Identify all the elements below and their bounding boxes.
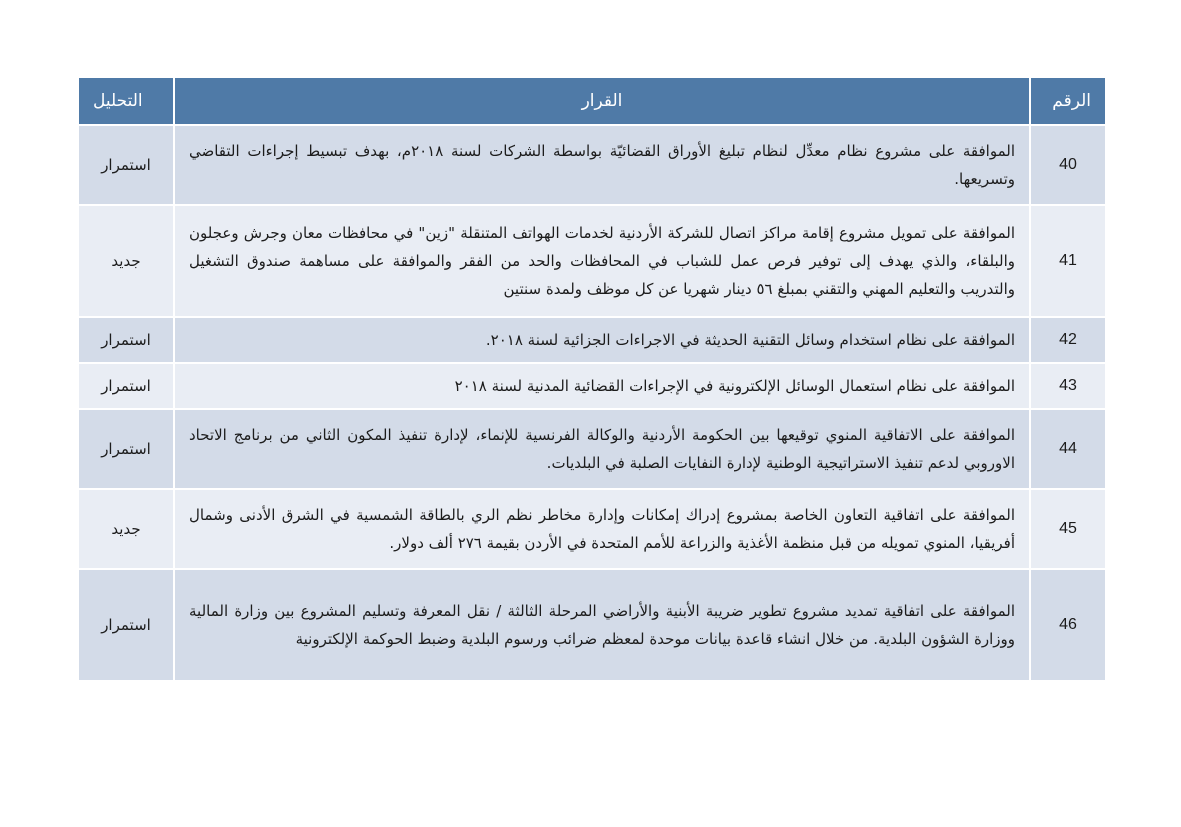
row-decision: الموافقة على تمويل مشروع إقامة مراكز اتصال للشركة الأردنية لخدمات الهواتف المتنقلة "زين" في محافظات معان وجرش وعجلون والبلقاء، والذي يهدف إلى توفير فرص عمل للشباب في المحافظات والحد من الفقر والموافقة على مساهمة صندوق التشغيل والتدريب والتعليم المهني والتقني بمبلغ ٥٦ دينار شهريا عن كل موظف ولمدة سنتين bbox=[174, 205, 1030, 317]
table-row bbox=[78, 489, 1106, 569]
row-number: 42 bbox=[1030, 317, 1106, 363]
row-analysis: استمرار bbox=[78, 363, 174, 409]
row-analysis: استمرار bbox=[78, 569, 174, 681]
row-number: 46 bbox=[1030, 569, 1106, 681]
table-row bbox=[78, 317, 1106, 363]
table-row bbox=[78, 363, 1106, 409]
header-decision: القرار bbox=[174, 77, 1030, 125]
table-row bbox=[78, 205, 1106, 317]
table-row bbox=[78, 125, 1106, 205]
row-number: 44 bbox=[1030, 409, 1106, 489]
row-analysis: جديد bbox=[78, 489, 174, 569]
table-row bbox=[78, 409, 1106, 489]
row-decision: الموافقة على مشروع نظام معدِّل لنظام تبليغ الأوراق القضائيّة بواسطة الشركات لسنة ٢٠١٨م، بهدف تبسيط إجراءات التقاضي وتسريعها. bbox=[174, 125, 1030, 205]
row-decision: الموافقة على اتفاقية التعاون الخاصة بمشروع إدراك إمكانات وإدارة مخاطر نظم الري بالطاقة الشمسية في الشرق الأدنى وشمال أفريقيا، المنوي تمويله من قبل منظمة الأغذية والزراعة للأمم المتحدة في الأردن بقيمة ٢٧٦ ألف دولار. bbox=[174, 489, 1030, 569]
row-analysis: استمرار bbox=[78, 317, 174, 363]
row-number: 40 bbox=[1030, 125, 1106, 205]
table-row bbox=[78, 569, 1106, 681]
row-decision: الموافقة على نظام استعمال الوسائل الإلكترونية في الإجراءات القضائية المدنية لسنة ٢٠١٨ bbox=[174, 363, 1030, 409]
row-number: 43 bbox=[1030, 363, 1106, 409]
row-decision: الموافقة على الاتفاقية المنوي توقيعها بين الحكومة الأردنية والوكالة الفرنسية للإنماء، لإدارة تنفيذ المكون الثاني من برنامج الاتحاد الاوروبي لدعم تنفيذ الاستراتيجية الوطنية لإدارة النفايات الصلبة في البلديات. bbox=[174, 409, 1030, 489]
row-decision: الموافقة على نظام استخدام وسائل التقنية الحديثة في الاجراءات الجزائية لسنة ٢٠١٨. bbox=[174, 317, 1030, 363]
row-analysis: جديد bbox=[78, 205, 174, 317]
decisions-table bbox=[77, 76, 1107, 682]
row-decision: الموافقة على اتفاقية تمديد مشروع تطوير ضريبة الأبنية والأراضي المرحلة الثالثة / نقل المعرفة وتسليم المشروع بين وزارة المالية ووزارة الشؤون البلدية. من خلال انشاء قاعدة بيانات موحدة لمعظم ضرائب ورسوم البلدية وضبط الحوكمة الإلكترونية bbox=[174, 569, 1030, 681]
row-analysis: استمرار bbox=[78, 409, 174, 489]
row-number: 45 bbox=[1030, 489, 1106, 569]
header-number: الرقم bbox=[1030, 77, 1106, 125]
header-analysis: التحليل bbox=[78, 77, 174, 125]
row-analysis: استمرار bbox=[78, 125, 174, 205]
table-header-row bbox=[78, 77, 1106, 125]
row-number: 41 bbox=[1030, 205, 1106, 317]
